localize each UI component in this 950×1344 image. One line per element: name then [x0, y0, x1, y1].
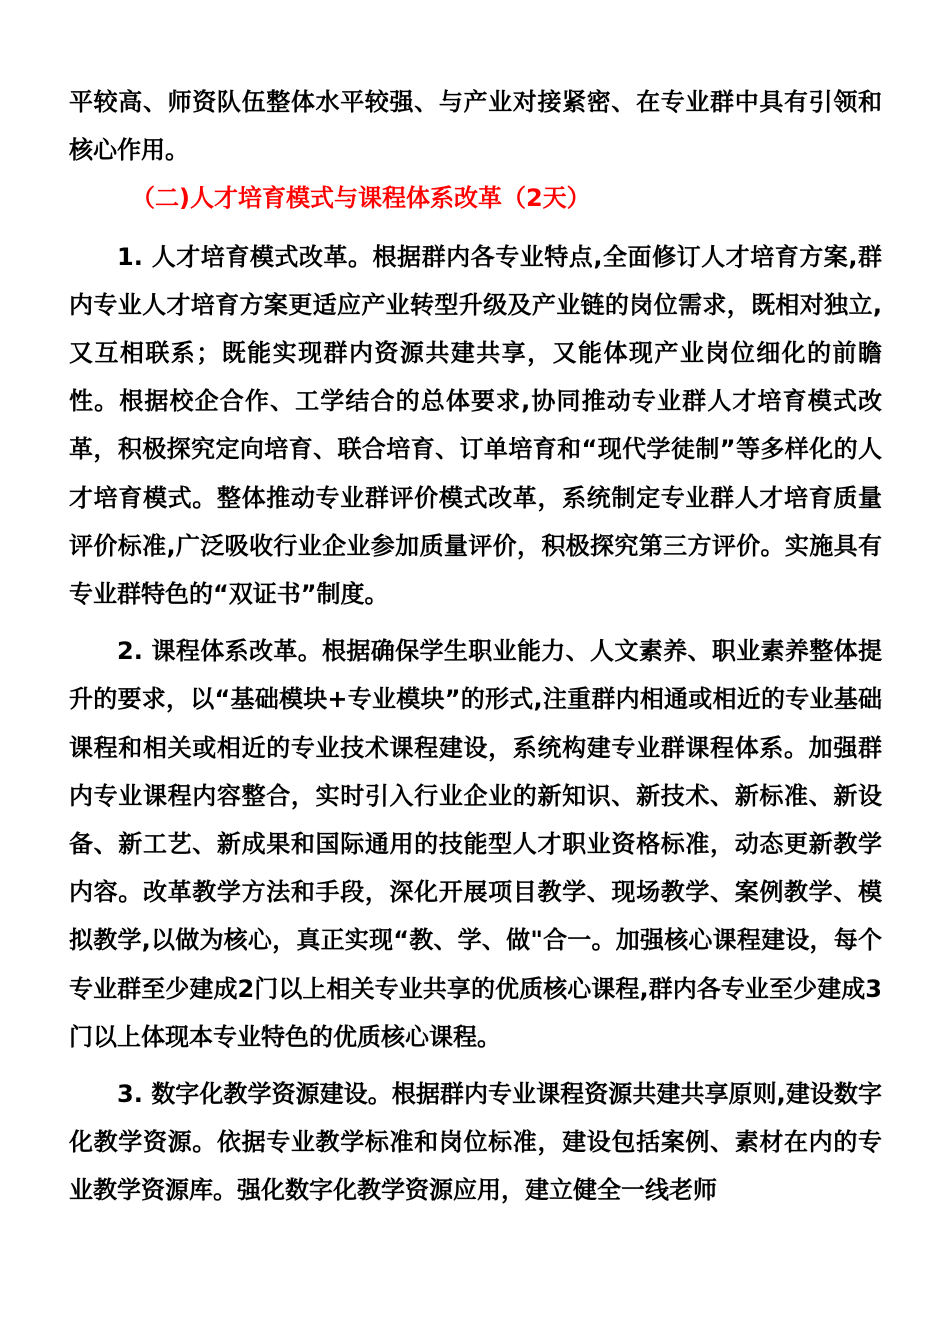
paragraph-continuation: 平较高、师资队伍整体水平较强、与产业对接紧密、在专业群中具有引领和核心作用。	[69, 88, 882, 165]
paragraph-digital-resources: 3. 数字化教学资源建设。根据群内专业课程资源共建共享原则,建设数字化教学资源。依据专业教学标准和岗位标准，建设包括案例、素材在内的专业教学资源库。强化数字化教学资源应用，建立健全一线老师	[69, 1080, 882, 1205]
paragraph-talent-training-reform: 1. 人才培育模式改革。根据群内各专业特点,全面修订人才培育方案,群内专业人才培育方案更适应产业转型升级及产业链的岗位需求，既相对独立,又互相联系；既能实现群内资源共建共享，又能体现产业岗位细化的前瞻性。根据校企合作、工学结合的总体要求,协同推动专业群人才培育模式改革，积极探究定向培育、联合培育、订单培育和“现代学徒制”等多样化的人才培育模式。整体推动专业群评价模式改革，系统制定专业群人才培育质量评价标准,广泛吸收行业企业参加质量评价，积极探究第三方评价。实施具有专业群特色的“双证书”制度。	[69, 242, 882, 609]
section-heading: （二)人才培育模式与课程体系改革（2天）	[131, 184, 591, 213]
paragraph-curriculum-reform: 2. 课程体系改革。根据确保学生职业能力、人文素养、职业素养整体提升的要求，以“基础模块+专业模块”的形式,注重群内相通或相近的专业基础课程和相关或相近的专业技术课程建设，系统构建专业群课程体系。加强群内专业课程内容整合，实时引入行业企业的新知识、新技术、新标准、新设备、新工艺、新成果和国际通用的技能型人才职业资格标准，动态更新教学内容。改革教学方法和手段，深化开展项目教学、现场教学、案例教学、模拟教学,以做为核心，真正实现“教、学、做"合一。加强核心课程建设，每个专业群至少建成2门以上相关专业共享的优质核心课程,群内各专业至少建成3门以上体现本专业特色的优质核心课程。	[69, 637, 882, 1051]
